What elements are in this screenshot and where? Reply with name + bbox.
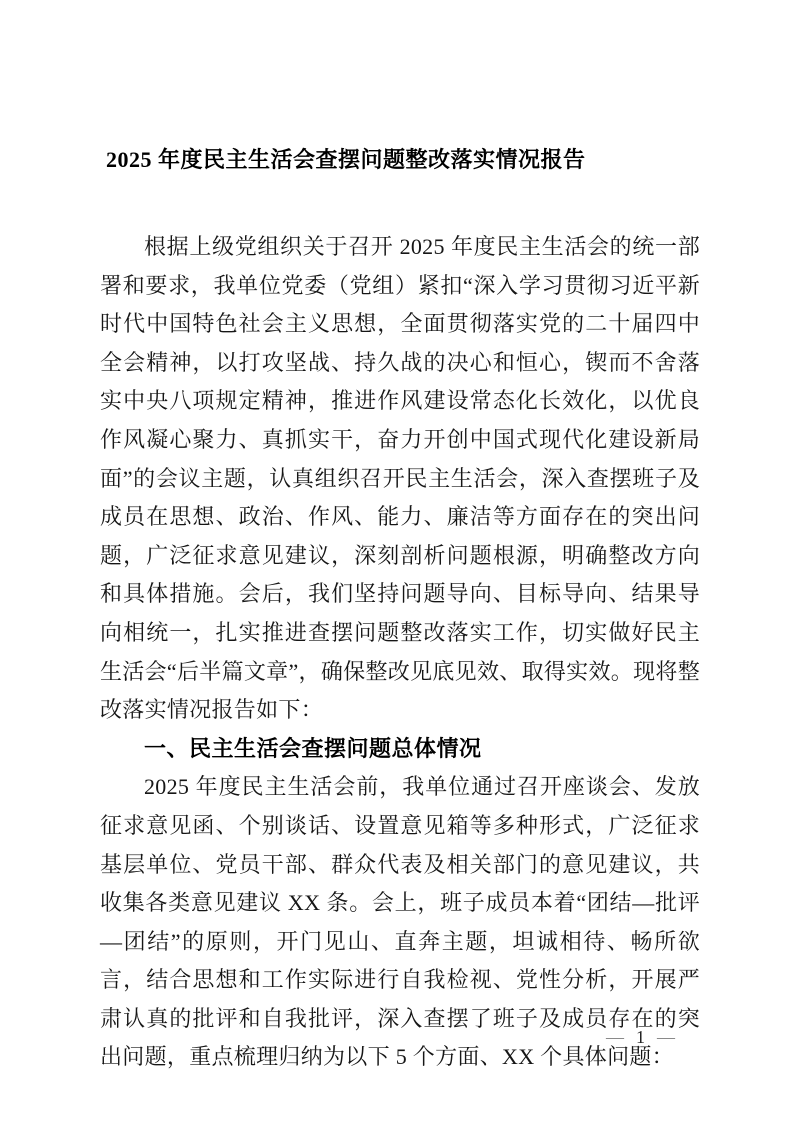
document-title: 2025 年度民主生活会查摆问题整改落实情况报告 — [106, 147, 586, 172]
page-number-dash-left: — — [606, 1027, 624, 1047]
page-number-value: 1 — [636, 1027, 645, 1047]
page-number — [606, 1026, 675, 1048]
intro-paragraph: 根据上级党组织关于召开 2025 年度民主生活会的统一部署和要求，我单位党委（党组）紧扣“深入学习贯彻习近平新时代中国特色社会主义思想，全面贯彻落实党的二十届四中全会精神，以打攻坚战、持久战的决心和恒心，锲而不舍落实中央八项规定精神，推进作风建设常态化长效化，以优良作风凝心聚力、真抓实干，奋力开创中国式现代化建设新局面”的会议主题，认真组织召开民主生活会，深入查摆班子及成员在思想、政治、作风、能力、廉洁等方面存在的突出问题，广泛征求意见建议，深刻剖析问题根源，明确整改方向和具体措施。会后，我们坚持问题导向、目标导向、结果导向相统一，扎实推进查摆问题整改落实工作，切实做好民主生活会“后半篇文章”，确保整改见底见效、取得实效。现将整改落实情况报告如下： — [100, 234, 700, 723]
section-1-heading: 一、民主生活会查摆问题总体情况 — [144, 735, 482, 761]
document-body — [100, 146, 700, 1077]
page-number-dash-right: — — [657, 1027, 675, 1047]
section-1-paragraph: 2025 年度民主生活会前，我单位通过召开座谈会、发放征求意见函、个别谈话、设置意见箱等多种形式，广泛征求基层单位、党员干部、群众代表及相关部门的意见建议，共收集各类意见建议 XX 条。会上，班子成员本着“团结—批评—团结”的原则，开门见山、直奔主题，坦诚相待、畅所欲言，结合思想和工作实际进行自我检视、党性分析，开展严肃认真的批评和自我批评，深入查摆了班子及成员存在的突出问题，重点梳理归纳为以下 5 个方面、XX 个具体问题： — [100, 774, 700, 1070]
